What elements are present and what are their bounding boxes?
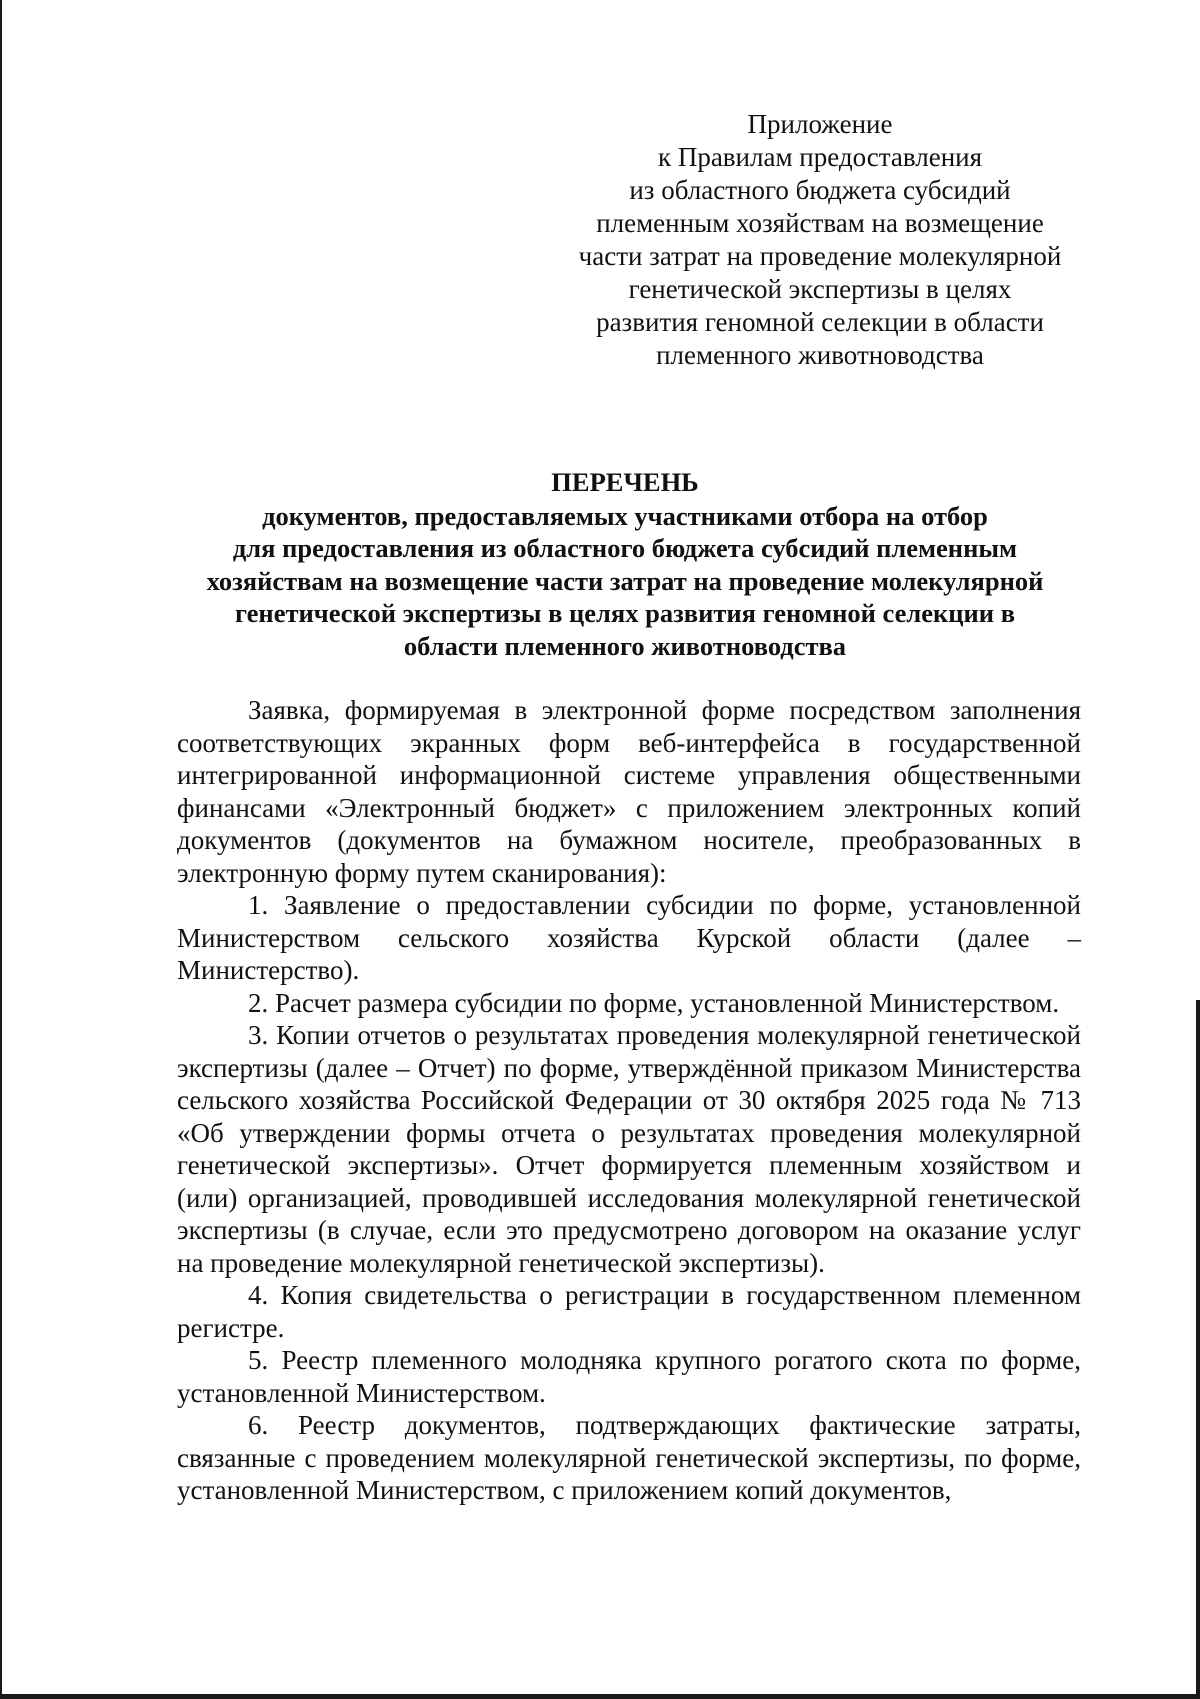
appendix-line: развития геномной селекции в области bbox=[596, 307, 1044, 337]
list-item: 6. Реестр документов, подтверждающих фактические затраты, связанные с проведением молекулярной генетической экспертизы, по форме, установленной Министерством, с приложением копий документов, bbox=[177, 1410, 1081, 1505]
scan-edge-bottom bbox=[0, 1694, 1200, 1699]
appendix-line: генетической экспертизы в целях bbox=[628, 274, 1012, 304]
appendix-line: из областного бюджета субсидий bbox=[629, 175, 1011, 205]
document-body bbox=[177, 694, 1081, 1507]
title-line: документов, предоставляемых участниками отбора на отбор bbox=[262, 500, 988, 531]
document-title bbox=[170, 466, 1080, 662]
title-line: генетической экспертизы в целях развития геномной селекции в bbox=[234, 598, 1016, 628]
scan-edge-left bbox=[0, 0, 2, 1699]
list-item: 2. Расчет размера субсидии по форме, установленной Министерством. bbox=[248, 987, 1060, 1018]
title-line: хозяйствам на возмещение части затрат на проведение молекулярной bbox=[206, 565, 1044, 596]
appendix-line: Приложение bbox=[747, 109, 893, 139]
title-heading: ПЕРЕЧЕНЬ bbox=[551, 467, 699, 497]
appendix-line: племенного животноводства bbox=[656, 340, 984, 370]
appendix-line: части затрат на проведение молекулярной bbox=[578, 241, 1062, 271]
list-item: 4. Копия свидетельства о регистрации в государственном племенном регистре. bbox=[177, 1280, 1081, 1343]
appendix-header bbox=[560, 108, 1080, 372]
list-item: 5. Реестр племенного молодняка крупного рогатого скота по форме, установленной Министерством. bbox=[177, 1345, 1081, 1408]
appendix-line: к Правилам предоставления bbox=[657, 142, 983, 172]
intro-paragraph: Заявка, формируемая в электронной форме посредством заполнения соответствующих экранных форм веб-интерфейса в государственной интегрированной информационной системе управления общественными финансами «Электронный бюджет» с приложением электронных копий документов (документов на бумажном носителе, преобразованных в электронную форму путем сканирования): bbox=[177, 695, 1081, 888]
title-line: для предоставления из областного бюджета субсидий племенным bbox=[232, 533, 1018, 563]
list-item: 3. Копии отчетов о результатах проведения молекулярной генетической экспертизы (далее – Отчет) по форме, утверждённой приказом Министерства сельского хозяйства Российской Федерации от 30 октября 2025 года № 713 «Об утверждении формы отчета о результатах проведения молекулярной генетической экспертизы». Отчет формируется племенным хозяйством и (или) организацией, проводившей исследования молекулярной генетической экспертизы (в случае, если это предусмотрено договором на оказание услуг на проведение молекулярной генетической экспертизы). bbox=[177, 1020, 1081, 1278]
appendix-line: племенным хозяйствам на возмещение bbox=[596, 208, 1044, 238]
list-item: 1. Заявление о предоставлении субсидии по форме, установленной Министерством сельского хозяйства Курской области (далее – Министерство). bbox=[177, 890, 1081, 985]
title-line: области племенного животноводства bbox=[403, 630, 847, 661]
scan-edge-right bbox=[1196, 1000, 1200, 1699]
